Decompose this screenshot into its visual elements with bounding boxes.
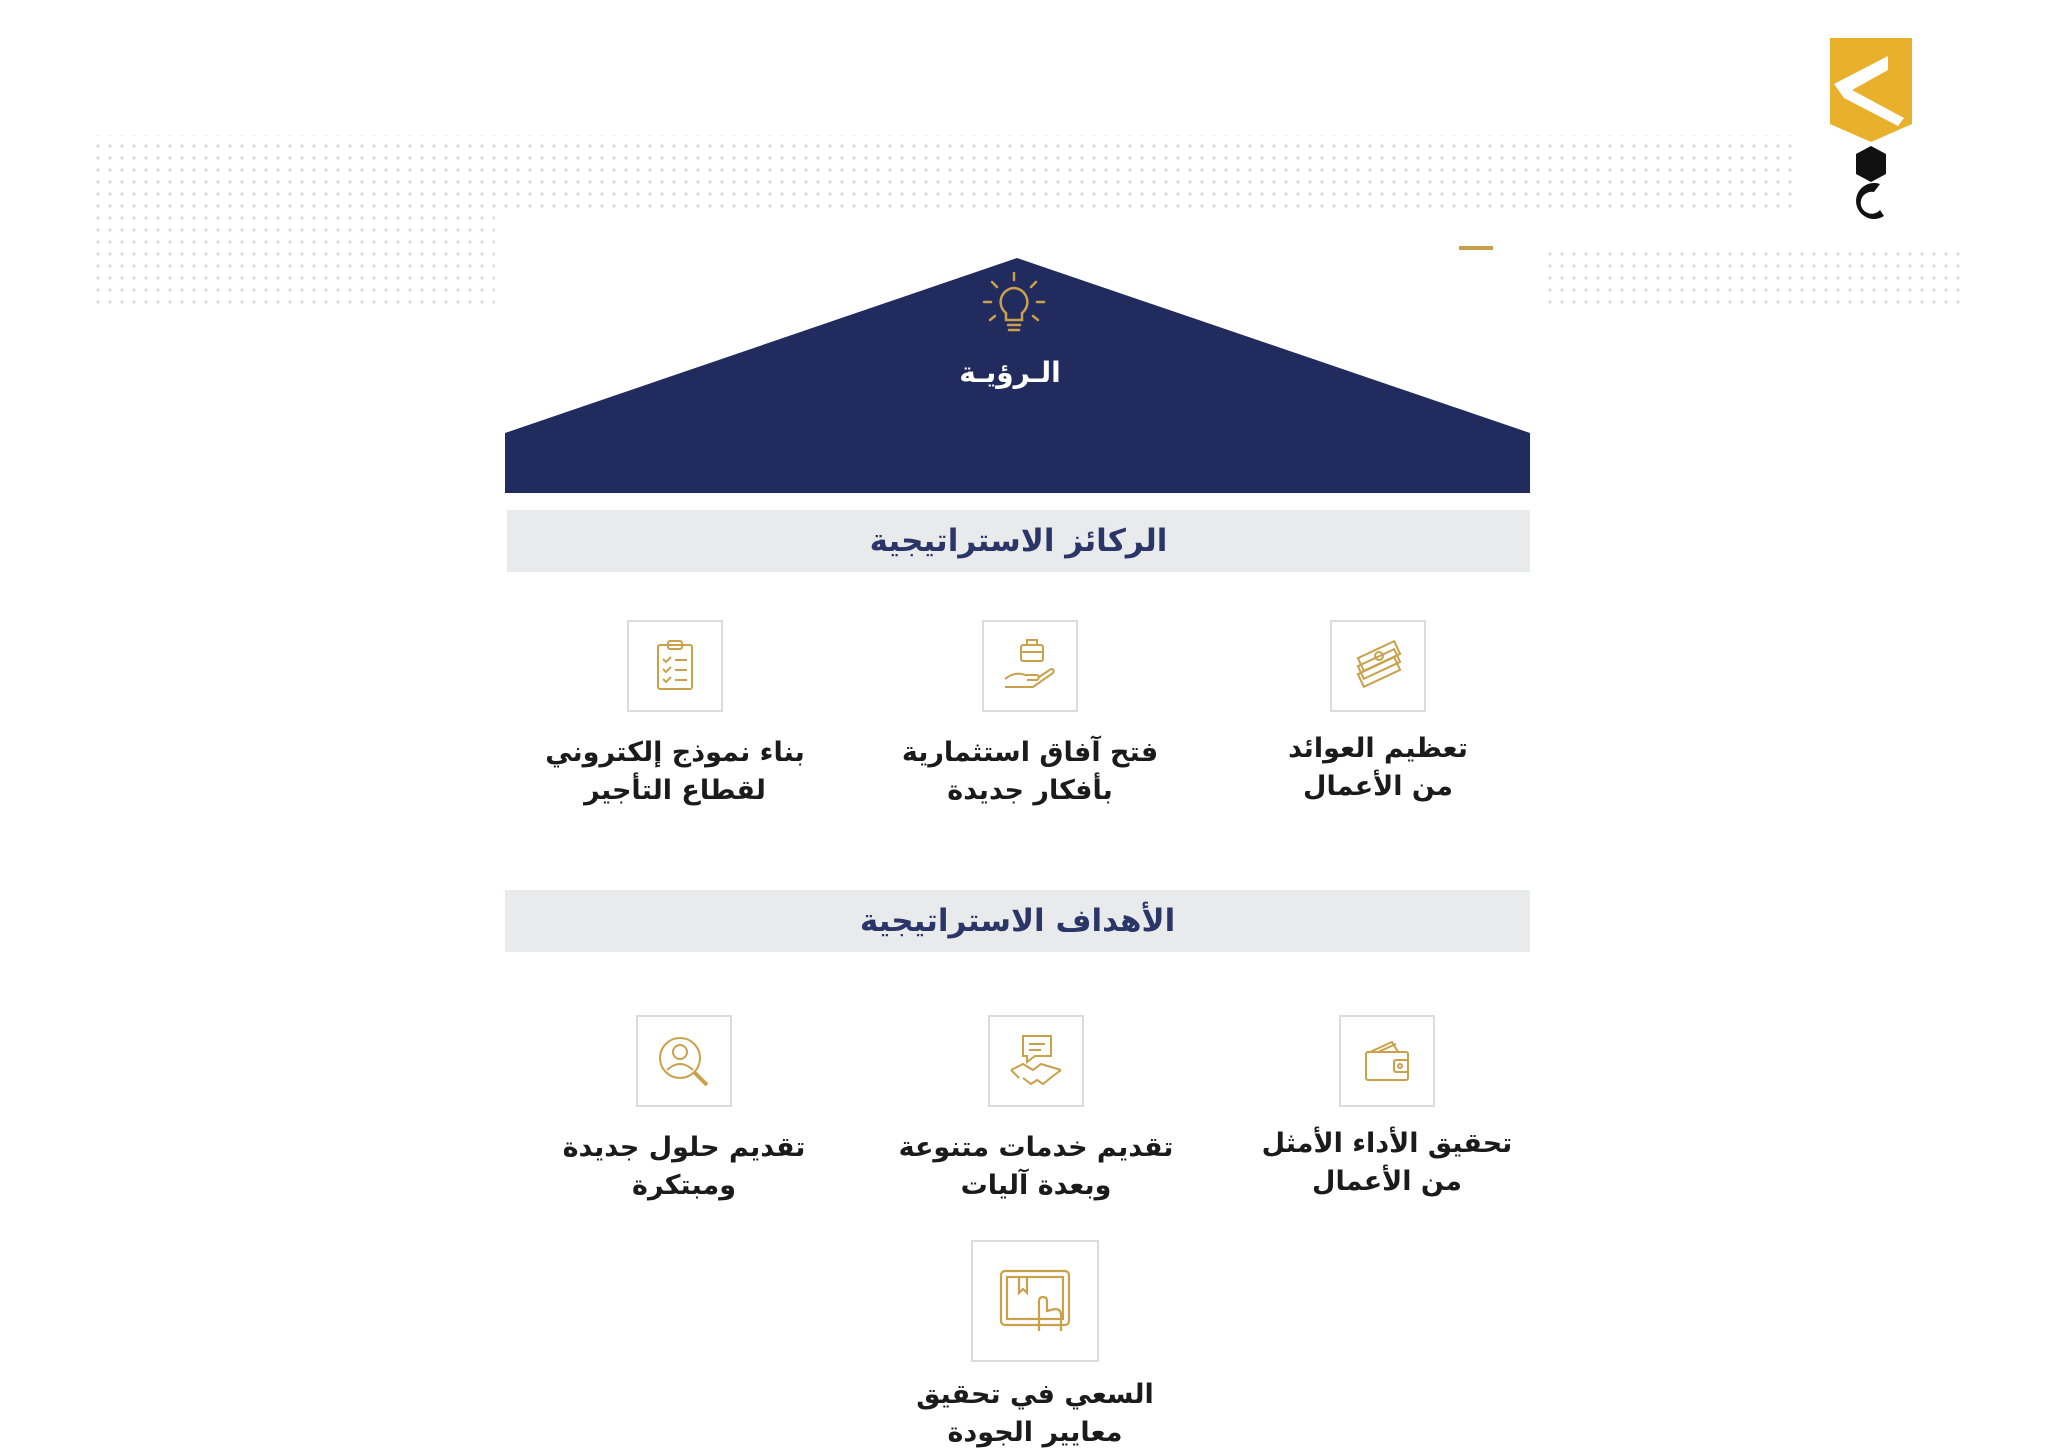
wallet-icon (1339, 1015, 1435, 1107)
pillar-label: بناء نموذج إلكتروني لقطاع التأجير (545, 737, 805, 806)
goal-innovative-solutions (519, 1015, 849, 1205)
goal-optimal-performance (1222, 1015, 1552, 1201)
vision-title: الـرؤيـة (959, 356, 1061, 389)
brand-logo (1828, 34, 1918, 234)
goal-diverse-services (871, 1015, 1201, 1205)
goal-label: السعي في تحقيق معايير الجودة (916, 1379, 1154, 1448)
goal-label: تقديم خدمات متنوعة وبعدة آليات (898, 1132, 1174, 1201)
pillar-label: فتح آفاق استثمارية بأفكار جديدة (901, 737, 1159, 806)
lightbulb-icon (980, 270, 1048, 342)
goal-label: تقديم حلول جديدة ومبتكرة (562, 1132, 806, 1201)
gold-accent-line (1459, 246, 1493, 250)
goal-label: تحقيق الأداء الأمثل من الأعمال (1261, 1128, 1513, 1197)
pillar-electronic-model (510, 620, 840, 810)
pillar-maximize-returns (1213, 620, 1543, 806)
tablet-touch-icon (971, 1240, 1099, 1362)
hand-briefcase-icon (982, 620, 1078, 712)
money-stack-icon (1330, 620, 1426, 712)
pillars-header: الركائز الاستراتيجية (507, 510, 1530, 572)
user-search-icon (636, 1015, 732, 1107)
handshake-icon (988, 1015, 1084, 1107)
clipboard-checklist-icon (627, 620, 723, 712)
goal-quality-standards (870, 1240, 1200, 1452)
goals-header: الأهداف الاستراتيجية (505, 890, 1530, 952)
pillar-investment-horizons (865, 620, 1195, 810)
pillar-label: تعظيم العوائد من الأعمال (1288, 733, 1468, 802)
